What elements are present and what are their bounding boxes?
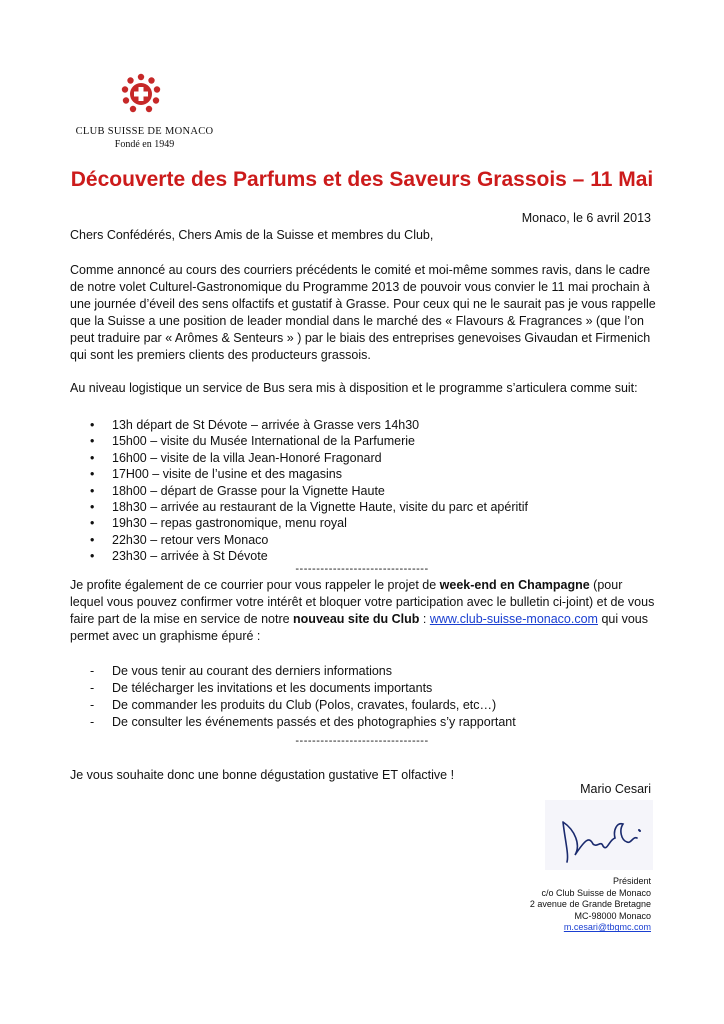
- list-item: • 18h00 – départ de Grasse pour la Vignette Haute: [90, 483, 385, 498]
- dash-icon: -: [90, 664, 95, 678]
- signature-scribble-icon: [545, 800, 653, 870]
- list-item: • 15h00 – visite du Musée International de la Parfumerie: [90, 434, 415, 449]
- bullet-icon: •: [90, 516, 95, 531]
- new-site-highlight: nouveau site du Club: [293, 612, 420, 626]
- intro-paragraph: Comme annoncé au cours des courriers précédents le comité et moi-même sommes ravis, dans le cadre de notre volet Culturel-Gastronomique du Programme 2013 de pouvoir vous convier le 11 mai prochain à une journée d’éveil des sens olfactifs et gustatif à Grasse. Pour ceux qui ne le saurait pas je vous rappelle que la Suisse a une position de leader mondial dans le marché des « Flavours & Fragrances » (que l’on peut traduire par « Arômes & Senteurs » ) par le biais des entreprises genevoises Givaudan et Firmenich qui sont les premiers clients des producteurs grassois.: [70, 263, 656, 362]
- greeting: Chers Confédérés, Chers Amis de la Suisse et membres du Club,: [70, 228, 434, 242]
- list-item: • 16h00 – visite de la villa Jean-Honoré Fragonard: [90, 450, 382, 465]
- bullet-icon: •: [90, 532, 95, 547]
- club-logo: [118, 72, 164, 118]
- signature-image: [545, 800, 653, 870]
- contact-line: c/o Club Suisse de Monaco: [541, 887, 651, 898]
- list-item: - De commander les produits du Club (Polos, cravates, foulards, etc…): [90, 698, 497, 712]
- list-item: • 17H00 – visite de l’usine et des magasins: [90, 467, 342, 482]
- signer-name: Mario Cesari: [580, 782, 651, 796]
- bullet-icon: •: [90, 549, 95, 564]
- list-item: • 23h30 – arrivée à St Dévote: [90, 549, 268, 564]
- contact-email-link[interactable]: m.cesari@tbgmc.com: [563, 922, 651, 933]
- weekend-paragraph: Je profite également de ce courrier pour vous rappeler le projet de week-end en Champagne (pour lequel vous pouvez confirmer votre intérêt et bloquer votre participation avec le bulletin ci-joint) et de vous faire part de la mise en service de notre nouveau site du Club : www.club-suisse-monaco.com qui vous permet avec un graphisme épuré :: [70, 578, 655, 643]
- list-item: - De consulter les événements passés et des photographies s’y rapportant: [90, 715, 516, 729]
- list-item: • 18h30 – arrivée au restaurant de la Vignette Haute, visite du parc et apéritif: [90, 500, 528, 515]
- bullet-icon: •: [90, 434, 95, 449]
- features-list: [88, 663, 648, 731]
- list-item: - De vous tenir au courant des derniers informations: [90, 664, 393, 678]
- list-item: • 22h30 – retour vers Monaco: [90, 532, 269, 547]
- page-title: Découverte des Parfums et des Saveurs Grassois – 11 Mai: [70, 168, 654, 191]
- club-website-link[interactable]: www.club-suisse-monaco.com: [429, 612, 598, 626]
- bullet-icon: •: [90, 467, 95, 482]
- contact-role: Président: [612, 876, 651, 886]
- weekend-highlight: week-end en Champagne: [439, 578, 590, 592]
- separator: --------------------------------: [295, 563, 429, 575]
- contact-line: 2 avenue de Grande Bretagne: [529, 899, 651, 910]
- bullet-icon: •: [90, 450, 95, 465]
- bullet-icon: •: [90, 500, 95, 515]
- bullet-icon: •: [90, 418, 95, 432]
- logistics-paragraph: Au niveau logistique un service de Bus sera mis à disposition et le programme s’articulera comme suit:: [70, 381, 638, 395]
- list-item: • 19h30 – repas gastronomique, menu royal: [90, 516, 347, 531]
- separator: --------------------------------: [295, 735, 429, 747]
- dash-icon: -: [90, 715, 95, 729]
- club-founded: Fondé en 1949: [114, 139, 175, 150]
- list-item: - De télécharger les invitations et les documents importants: [90, 681, 433, 695]
- contact-block: [451, 876, 651, 934]
- contact-line: MC-98000 Monaco: [574, 910, 651, 921]
- list-item: • 13h départ de St Dévote – arrivée à Grasse vers 14h30: [90, 418, 420, 432]
- schedule-list: [88, 417, 648, 565]
- club-name: CLUB SUISSE DE MONACO: [75, 126, 214, 137]
- closing-line: Je vous souhaite donc une bonne dégustation gustative ET olfactive !: [70, 768, 455, 782]
- dash-icon: -: [90, 681, 95, 695]
- date-line: Monaco, le 6 avril 2013: [521, 211, 651, 225]
- dash-icon: -: [90, 698, 95, 712]
- bullet-icon: •: [90, 483, 95, 498]
- swiss-cross-emblem-icon: [118, 72, 164, 118]
